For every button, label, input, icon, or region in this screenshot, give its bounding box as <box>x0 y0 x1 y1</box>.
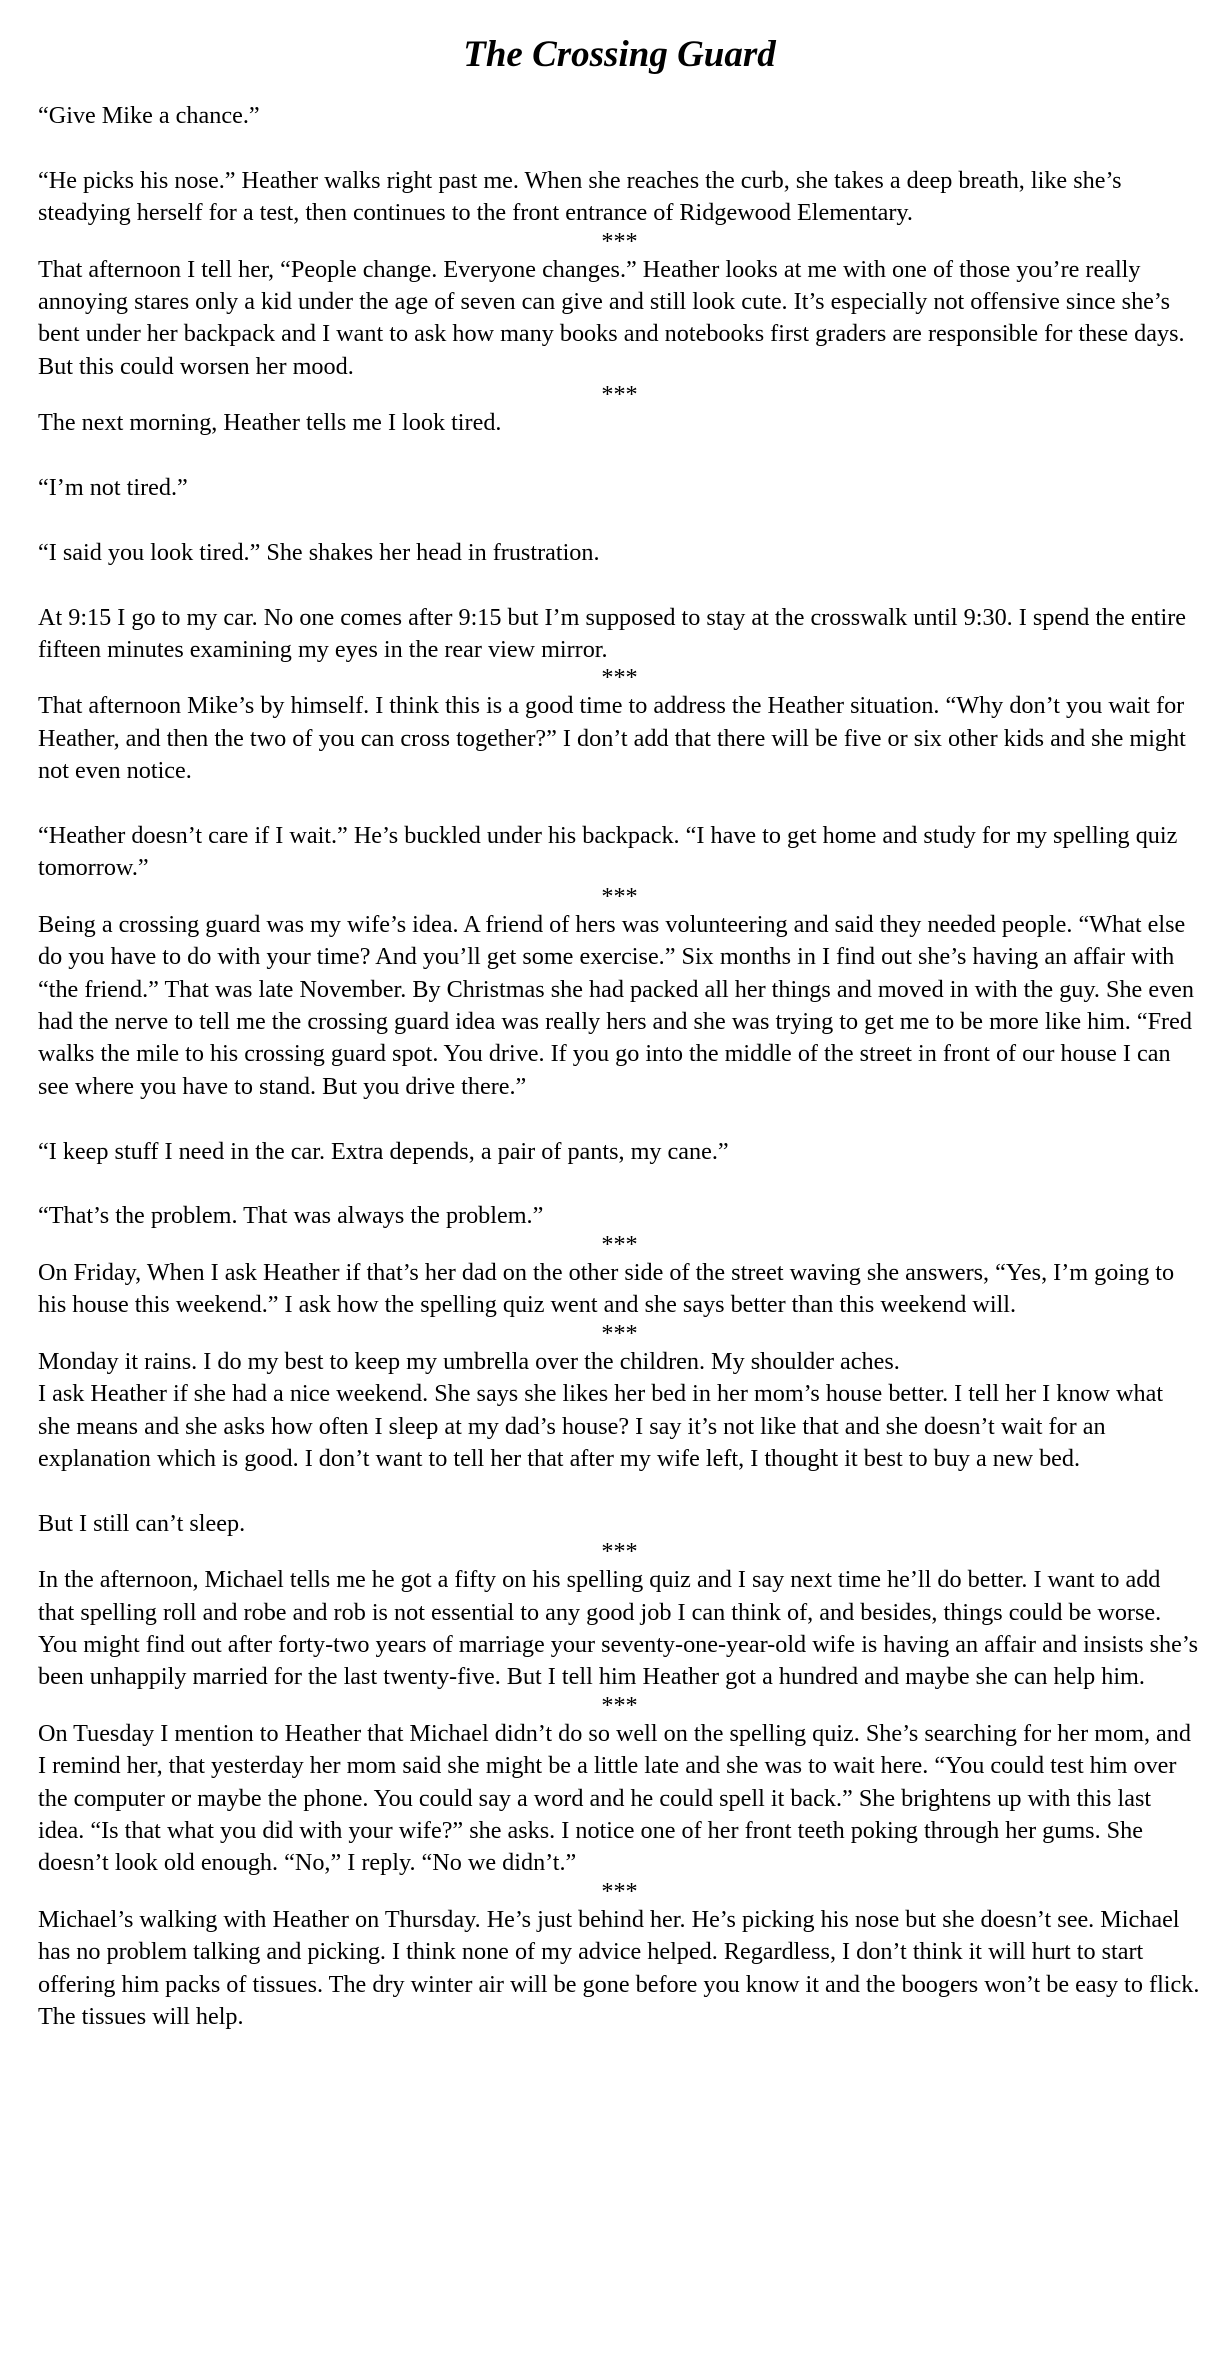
section-separator: *** <box>601 1877 638 1905</box>
paragraph: On Tuesday I mention to Heather that Michael didn’t do so well on the spelling quiz. She’s searching for her mom, and I remind her, that yesterday her mom said she might be a little late and she was to wait here. “You could test him over the computer or maybe the phone. You could say a word and he could spell it back.” She brightens up with this last idea. “Is that what you did with your wife?” she asks. I notice one of her front teeth poking through her gums. She doesn’t look old enough. “No,” I reply. “No we didn’t.” <box>38 1719 1191 1877</box>
paragraph: “I keep stuff I need in the car. Extra depends, a pair of pants, my cane.” <box>38 1137 729 1165</box>
section-separator: *** <box>601 664 638 692</box>
paragraph: “I said you look tired.” She shakes her head in frustration. <box>38 538 600 566</box>
paragraph: “I’m not tired.” <box>38 474 188 502</box>
paragraph: But I still can’t sleep. <box>38 1509 246 1537</box>
paragraph: In the afternoon, Michael tells me he got a fifty on his spelling quiz and I say next time he’ll do better. I want to add that spelling roll and robe and rob is not essential to any good job I can think of, and besides, things could be worse. You might find out after forty-two years of marriage your seventy-one-year-old wife is having an affair and insists she’s been unhappily married for the last twenty-five. But I tell him Heather got a hundred and maybe she can help him. <box>38 1566 1198 1691</box>
paragraph: “Heather doesn’t care if I wait.” He’s buckled under his backpack. “I have to get home and study for my spelling quiz tomorrow.” <box>38 822 1178 882</box>
paragraph: “Give Mike a chance.” <box>38 102 260 129</box>
paragraph: “That’s the problem. That was always the problem.” <box>38 1202 544 1230</box>
section-separator: *** <box>601 882 638 910</box>
paragraph: Michael’s walking with Heather on Thursday. He’s just behind her. He’s picking his nose but she doesn’t see. Michael has no problem talking and picking. I think none of my advice helped. Regardless, I don’t think it will hurt to start offering him packs of tissues. The dry winter air will be gone before you know it and the boogers won’t be easy to flick. The tissues will help. <box>38 1905 1200 2030</box>
paragraph: Monday it rains. I do my best to keep my umbrella over the children. My shoulder aches. <box>38 1347 900 1375</box>
section-separator: *** <box>601 1319 638 1347</box>
paragraph: I ask Heather if she had a nice weekend. She says she likes her bed in her mom’s house better. I tell her I know what she means and she asks how often I sleep at my dad’s house? I say it’s not like that and she doesn’t wait for an explanation which is good. I don’t want to tell her that after my wife left, I thought it best to buy a new bed. <box>38 1380 1164 1472</box>
section-separator: *** <box>601 1538 638 1566</box>
section-separator: *** <box>601 381 638 409</box>
section-separator: *** <box>601 227 638 255</box>
story-body <box>38 100 1201 2033</box>
paragraph: That afternoon I tell her, “People change. Everyone changes.” Heather looks at me with one of those you’re really annoying stares only a kid under the age of seven can give and still look cute. It’s especially not offensive since she’s bent under her backpack and I want to ask how many books and notebooks first graders are responsible for these days. But this could worsen her mood. <box>38 255 1185 380</box>
story-title: The Crossing Guard <box>463 34 776 75</box>
paragraph: That afternoon Mike’s by himself. I think this is a good time to address the Heather situation. “Why don’t you wait for Heather, and then the two of you can cross together?” I don’t add that there will be five or six other kids and she might not even notice. <box>38 692 1186 785</box>
section-separator: *** <box>601 1230 638 1258</box>
paragraph: The next morning, Heather tells me I look tired. <box>38 409 502 437</box>
paragraph: “He picks his nose.” Heather walks right past me. When she reaches the curb, she takes a deep breath, like she’s steadying herself for a test, then continues to the front entrance of Ridgewood Elementary. <box>38 166 1122 227</box>
section-separator: *** <box>601 1691 638 1719</box>
paragraph: On Friday, When I ask Heather if that’s her dad on the other side of the street waving she answers, “Yes, I’m going to his house this weekend.” I ask how the spelling quiz went and she says better than this weekend will. <box>38 1258 1175 1319</box>
paragraph: Being a crossing guard was my wife’s idea. A friend of hers was volunteering and said they needed people. “What else do you have to do with your time? And you’ll get some exercise.” Six months in I find out she’s having an affair with “the friend.” That was late November. By Christmas she had packed all her things and moved in with the guy. She even had the nerve to tell me the crossing guard idea was really hers and she was trying to get me to be more like him. “Fred walks the mile to his crossing guard spot. You drive. If you go into the middle of the street in front of our house I can see where you have to stand. But you drive there.” <box>38 910 1195 1100</box>
paragraph: At 9:15 I go to my car. No one comes after 9:15 but I’m supposed to stay at the crosswalk until 9:30. I spend the entire fifteen minutes examining my eyes in the rear view mirror. <box>38 603 1186 664</box>
